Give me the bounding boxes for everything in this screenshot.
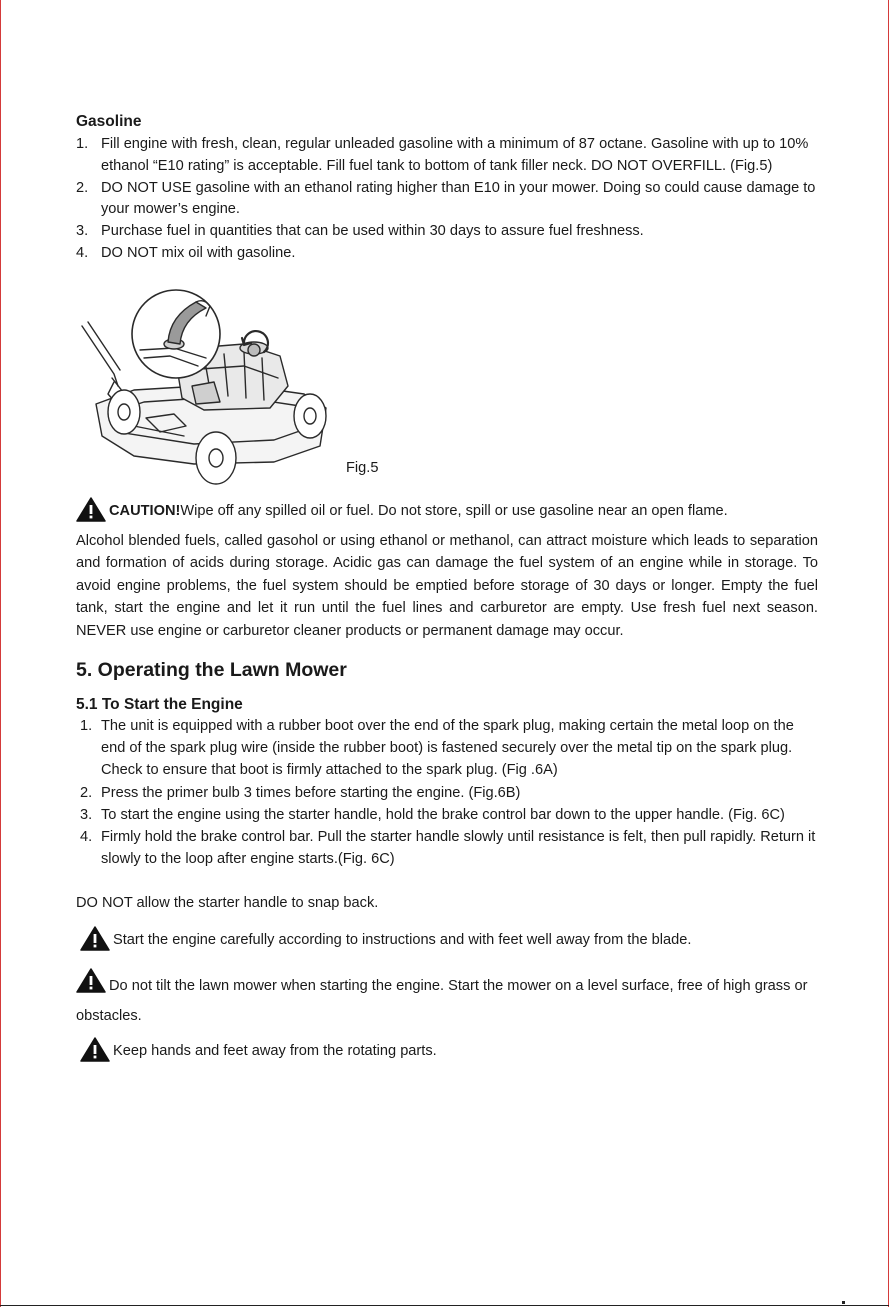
list-item [76,221,821,243]
warning-notice [80,926,691,951]
list-item-text: DO NOT USE gasoline with an ethanol rating higher than E10 in your mower. Doing so could cause damage to your mower’s engine. [101,179,816,218]
list-item [80,826,820,870]
list-item-text: Purchase fuel in quantities that can be used within 30 days to assure fuel freshness. [101,223,644,240]
list-item [76,134,821,178]
list-item [80,782,820,804]
list-item-text: The unit is equipped with a rubber boot over the end of the spark plug, making certain the metal loop on the end of the spark plug wire (inside the rubber boot) is fastened securely over the metal tip on the spark plug. Check to ensure that boot is firmly attached to the spark plug. (Fig .6A) [101,718,794,779]
list-item-number: 2. [76,179,89,196]
figure-caption: Fig.5 [346,460,379,476]
list-item [76,243,821,265]
warning-text: Do not tilt the lawn mower when starting the engine. Start the mower on a level surface, free of high grass or obstacles. [76,978,808,1024]
warning-triangle-icon [80,1037,110,1062]
list-item-text: To start the engine using the starter handle, hold the brake control bar down to the upper handle. (Fig. 6C) [101,806,785,823]
page-mark [842,1301,845,1304]
warning-text: Keep hands and feet away from the rotating parts. [113,1042,437,1059]
list-item-number: 3. [80,806,93,823]
chapter-heading: 5. Operating the Lawn Mower [76,659,347,681]
lawn-mower-fuel-illustration [74,286,344,486]
start-engine-list [80,715,820,870]
list-item-number: 1. [76,136,89,152]
warning-notice [80,1037,437,1062]
subsection-heading: 5.1 To Start the Engine [76,696,243,713]
list-item-text: Fill engine with fresh, clean, regular unleaded gasoline with a minimum of 87 octane. Gasoline with up to 10% ethanol “E10 rating” is acceptable. Fill fuel tank to bottom of tank filler neck. DO NOT OVERFILL. (Fig.5) [101,136,809,174]
list-item [80,804,820,826]
list-item-text: Firmly hold the brake control bar. Pull the starter handle slowly until resistance is felt, then pull rapidly. Return it slowly to the loop after engine starts.(Fig. 6C) [101,829,816,868]
list-item-text: DO NOT mix oil with gasoline. [101,244,296,261]
list-item-number: 1. [80,718,93,734]
page-border-left [0,0,1,1307]
list-item [76,178,821,222]
list-item-number: 3. [76,223,89,240]
warning-triangle-icon [80,926,110,951]
caution-label: CAUTION! [109,502,181,519]
list-item-text: Press the primer bulb 3 times before starting the engine. (Fig.6B) [101,784,521,801]
snap-back-note: DO NOT allow the starter handle to snap back. [76,895,379,911]
list-item [80,715,820,782]
warning-text: Start the engine carefully according to instructions and with feet well away from the blade. [113,931,692,948]
list-item-number: 4. [76,244,89,261]
page-bottom-rule [0,1305,889,1306]
gasoline-heading: Gasoline [76,113,142,130]
gasoline-list [76,134,821,265]
warning-notice [76,968,821,1031]
list-item-number: 2. [80,784,93,801]
warning-triangle-icon [76,497,106,522]
alcohol-fuel-paragraph: Alcohol blended fuels, called gasohol or using ethanol or methanol, can attract moisture which leads to separation and formation of acids during storage. Acidic gas can damage the fuel system of an engine while in storage. To avoid engine problems, the fuel system should be emptied before storage of 30 days or longer. Empty the fuel tank, start the engine and let it run until the fuel lines and carburetor are empty. Use fresh fuel next season. NEVER use engine or carburetor cleaner products or permanent damage may occur. [76,533,818,639]
caution-text: Wipe off any spilled oil or fuel. Do not store, spill or use gasoline near an open flame. [180,502,728,519]
list-item-number: 4. [80,829,93,846]
warning-triangle-icon [76,968,106,993]
caution-notice [76,497,728,522]
